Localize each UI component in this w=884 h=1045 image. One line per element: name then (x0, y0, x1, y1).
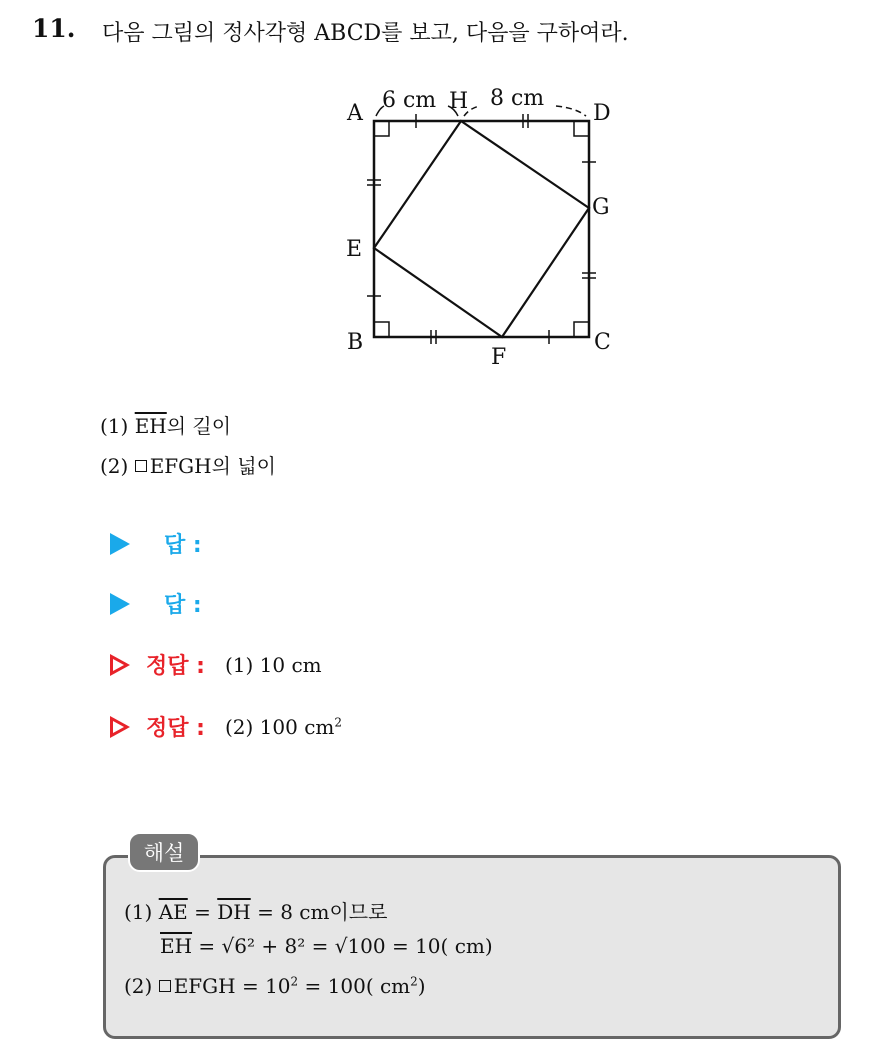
answer-label: 답 : (164, 533, 202, 558)
right-angle-c (574, 322, 589, 337)
subquestion-2-text: 의 넓이 (211, 454, 276, 478)
subquestion-2 (100, 450, 276, 479)
square-abcd (374, 121, 589, 337)
label-e: E (346, 237, 363, 262)
correct-answer-num: (2) (224, 714, 254, 739)
label-g: G (592, 195, 610, 220)
subquestion-1-text: 의 길이 (166, 414, 232, 438)
length-hd: 8 cm (490, 86, 545, 111)
explanation-line-3: (2) EFGH = $10^2 = 100$( $cm^2$) (124, 974, 426, 998)
segment-dh: $\overline{DH}$ (217, 900, 251, 924)
subquestion-2-num: (2) (100, 454, 129, 478)
shape-efgh: EFGH (149, 454, 212, 478)
subquestion-1 (100, 410, 231, 439)
label-f: F (491, 345, 507, 370)
quadrilateral-icon (135, 460, 147, 472)
right-angle-a (374, 121, 389, 136)
explanation-line-1: (1) $\overline{AE} = \overline{DH} = 8$ cm이므로 (124, 900, 388, 924)
outline-arrow-icon (110, 716, 130, 738)
right-angle-d (574, 121, 589, 136)
right-angle-b (374, 322, 389, 337)
correct-answer-label: 정답 : (146, 716, 205, 741)
outline-arrow-icon (110, 654, 130, 676)
answer-label: 답 : (164, 593, 202, 618)
arrow-icon (110, 593, 130, 615)
label-b: B (347, 330, 364, 355)
segment-eh: $\overline{EH}$ (134, 414, 167, 438)
label-h: H (449, 89, 469, 114)
subquestion-1-num: (1) (100, 414, 129, 438)
correct-answer-2 (110, 711, 342, 742)
answer-blank-1[interactable] (110, 528, 202, 559)
correct-answer-value: 10 cm (259, 652, 322, 677)
label-c: C (594, 330, 611, 355)
question-text: 다음 그림의 정사각형 ABCD를 보고, 다음을 구하여라. (102, 21, 629, 46)
question-number: 11. (32, 14, 76, 43)
square-figure (330, 80, 630, 380)
segment-eh: $\overline{EH}$ (160, 934, 193, 958)
square-efgh (374, 121, 589, 337)
length-ah: 6 cm (382, 88, 437, 113)
arrow-icon (110, 533, 130, 555)
segment-ae: $\overline{AE}$ (158, 900, 188, 924)
quadrilateral-icon (159, 980, 171, 992)
correct-answer-num: (1) (224, 652, 254, 677)
label-a: A (347, 101, 363, 126)
correct-answer-value: 100 $cm^2$ (259, 714, 343, 739)
answer-blank-2[interactable] (110, 588, 202, 619)
correct-answer-label: 정답 : (146, 654, 205, 679)
explanation-tab: 해설 (128, 832, 200, 872)
label-d: D (593, 101, 611, 126)
correct-answer-1 (110, 649, 322, 680)
explanation-line-2: $\overline{EH} = √6^2 + 8^2 = √100 = 10$( cm) (160, 934, 493, 958)
